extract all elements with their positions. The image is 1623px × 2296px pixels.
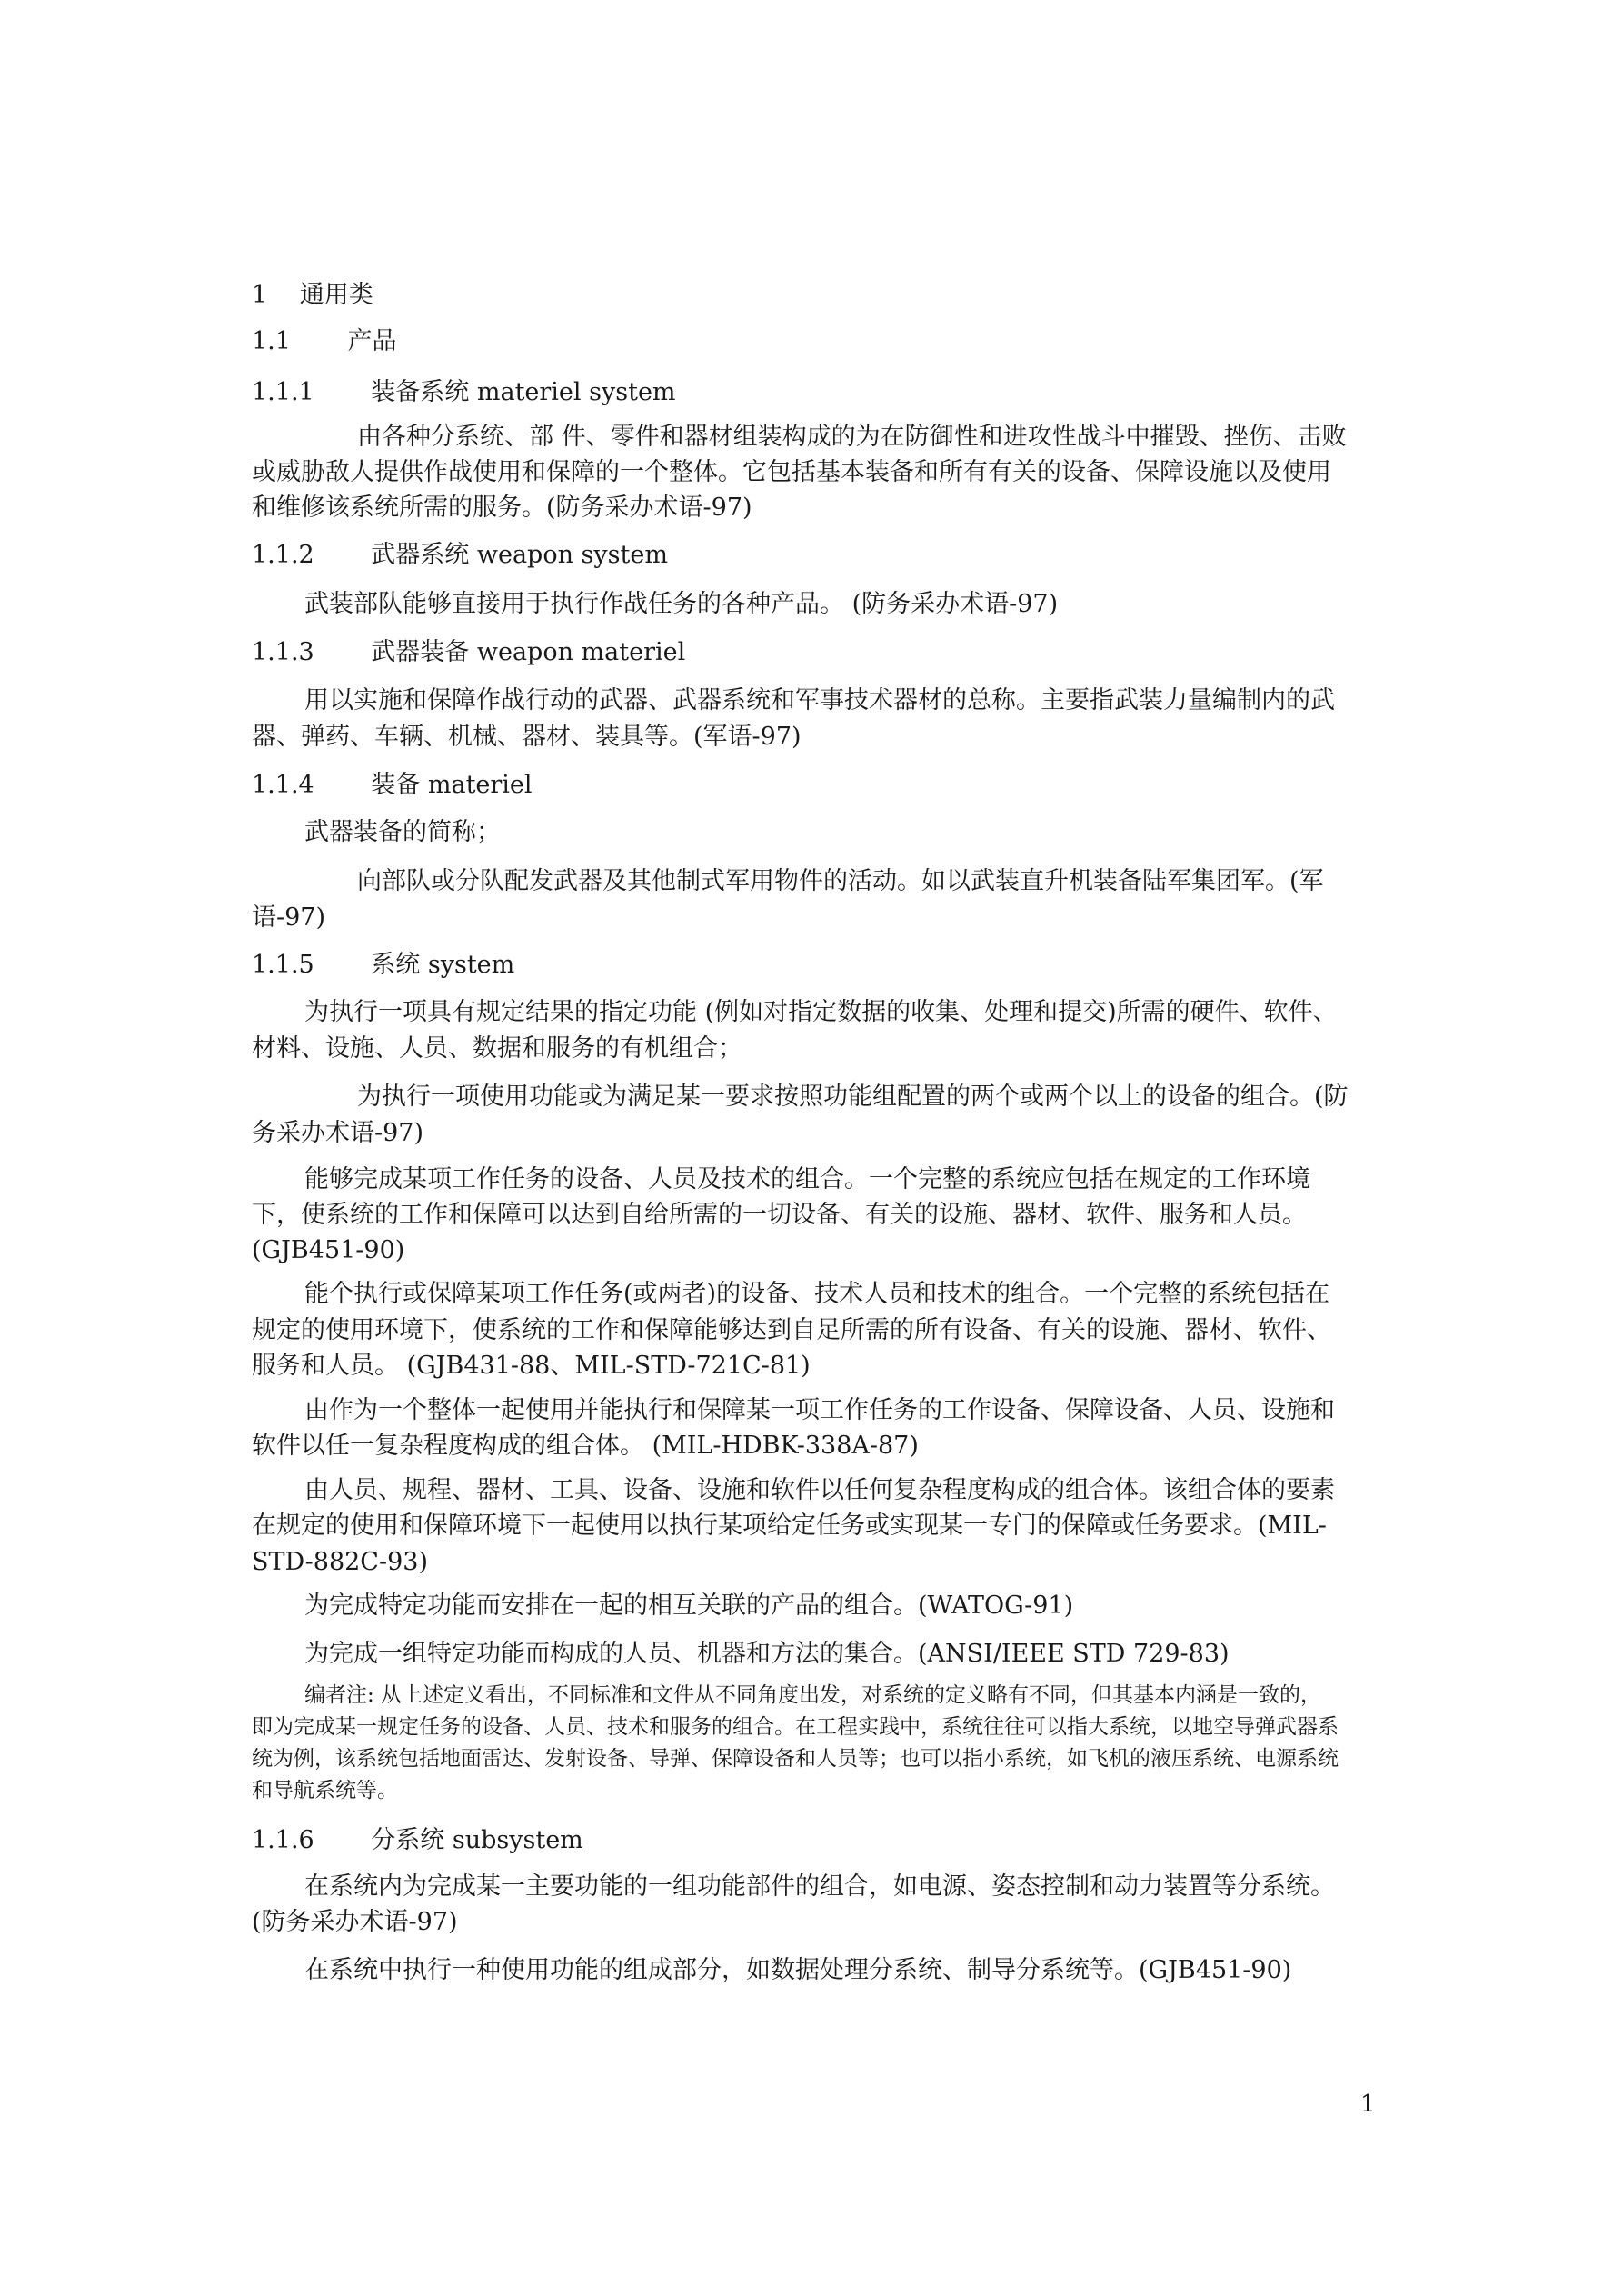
body-text-line: 在规定的使用和保障环境下一起使用以执行某项给定任务或实现某一专门的保障或任务要求。(MIL- bbox=[252, 1512, 1327, 1540]
body-text-line: 能个执行或保障某项工作任务(或两者)的设备、技术人员和技术的组合。一个完整的系统包括在 bbox=[304, 1280, 1330, 1308]
section-heading: 1.1.6 分系统 subsystem bbox=[252, 1826, 583, 1854]
body-text-line: 语-97) bbox=[252, 903, 326, 932]
body-text-line: (防务采办术语-97) bbox=[252, 1908, 458, 1936]
section-heading: 1.1.2 武器系统 weapon system bbox=[252, 541, 668, 569]
body-text-line: 由各种分系统、部 件、零件和器材组装构成的为在防御性和进攻性战斗中摧毁、挫伤、击败 bbox=[357, 423, 1347, 451]
body-text-line: 器、弹药、车辆、机械、器材、装具等。(军语-97) bbox=[252, 723, 802, 751]
section-heading: 1.1 产品 bbox=[252, 327, 397, 355]
body-text-line: 为完成特定功能而安排在一起的相互关联的产品的组合。(WATOG-91) bbox=[304, 1592, 1074, 1620]
body-text-line: 材料、设施、人员、数据和服务的有机组合； bbox=[252, 1034, 742, 1063]
body-text-line: 和维修该系统所需的服务。(防务采办术语-97) bbox=[252, 494, 752, 522]
body-text-line: 软件以任一复杂程度构成的组合体。 (MIL-HDBK-338A-87) bbox=[252, 1432, 919, 1460]
body-text-line: 用以实施和保障作战行动的武器、武器系统和军事技术器材的总称。主要指武装力量编制内的武 bbox=[304, 686, 1335, 714]
editor-note-line: 编者注: 从上述定义看出，不同标准和文件从不同角度出发，对系统的定义略有不同，但其基本内涵是一致的， bbox=[304, 1683, 1322, 1707]
body-text-line: 务采办术语-97) bbox=[252, 1119, 424, 1147]
body-text-line: 在系统内为完成某一主要功能的一组功能部件的组合，如电源、姿态控制和动力装置等分系统。 bbox=[304, 1872, 1335, 1901]
body-text-line: STD-882C-93) bbox=[252, 1548, 428, 1576]
section-heading: 1.1.5 系统 system bbox=[252, 951, 515, 979]
body-text-line: 在系统中执行一种使用功能的组成部分，如数据处理分系统、制导分系统等。(GJB451-90) bbox=[304, 1956, 1292, 1984]
section-heading: 1.1.1 装备系统 materiel system bbox=[252, 378, 676, 406]
body-text-line: 武器装备的简称； bbox=[304, 818, 501, 846]
body-text-line: 武装部队能够直接用于执行作战任务的各种产品。 (防务采办术语-97) bbox=[304, 590, 1059, 618]
editor-note-line: 即为完成某一规定任务的设备、人员、技术和服务的组合。在工程实践中，系统往往可以指大系统，以地空导弹武器系 bbox=[252, 1715, 1339, 1739]
editor-note-line: 统为例，该系统包括地面雷达、发射设备、导弹、保障设备和人员等；也可以指小系统，如飞机的液压系统、电源系统 bbox=[252, 1747, 1339, 1771]
body-text-line: 由作为一个整体一起使用并能执行和保障某一项工作任务的工作设备、保障设备、人员、设施和 bbox=[304, 1396, 1335, 1424]
body-text-line: 服务和人员。 (GJB431-88、MIL-STD-721C-81) bbox=[252, 1352, 811, 1380]
body-text-line: (GJB451-90) bbox=[252, 1236, 405, 1264]
body-text-line: 下，使系统的工作和保障可以达到自给所需的一切设备、有关的设施、器材、软件、服务和人员。 bbox=[252, 1201, 1307, 1229]
section-heading: 1.1.3 武器装备 weapon materiel bbox=[252, 638, 686, 666]
editor-note-line: 和导航系统等。 bbox=[252, 1779, 398, 1802]
body-text-line: 为完成一组特定功能而构成的人员、机器和方法的集合。(ANSI/IEEE STD 729-83) bbox=[304, 1640, 1230, 1668]
section-heading: 1 通用类 bbox=[252, 281, 373, 309]
body-text-line: 能够完成某项工作任务的设备、人员及技术的组合。一个完整的系统应包括在规定的工作环境 bbox=[304, 1165, 1310, 1193]
body-text-line: 为执行一项使用功能或为满足某一要求按照功能组配置的两个或两个以上的设备的组合。(防 bbox=[357, 1083, 1349, 1111]
body-text-line: 规定的使用环境下，使系统的工作和保障能够达到自足所需的所有设备、有关的设施、器材、软件、 bbox=[252, 1316, 1331, 1344]
body-text-line: 为执行一项具有规定结果的指定功能 (例如对指定数据的收集、处理和提交)所需的硬件、软件、 bbox=[304, 998, 1338, 1026]
page-number: 1 bbox=[1360, 2091, 1376, 2118]
body-text-line: 或威胁敌人提供作战使用和保障的一个整体。它包括基本装备和所有有关的设备、保障设施以及使用 bbox=[252, 458, 1331, 486]
section-heading: 1.1.4 装备 materiel bbox=[252, 771, 533, 799]
body-text-line: 向部队或分队配发武器及其他制式军用物件的活动。如以武装直升机装备陆军集团军。(军 bbox=[357, 867, 1324, 895]
body-text-line: 由人员、规程、器材、工具、设备、设施和软件以任何复杂程度构成的组合体。该组合体的要素 bbox=[304, 1476, 1335, 1504]
